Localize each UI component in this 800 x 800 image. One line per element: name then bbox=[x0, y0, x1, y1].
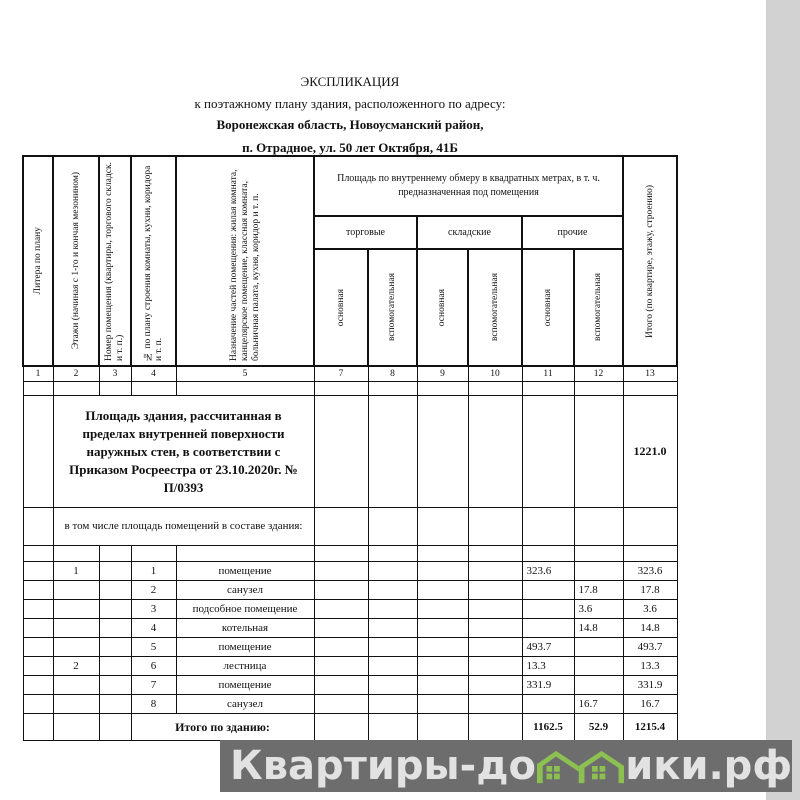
cell-main bbox=[522, 619, 574, 638]
cell-no: 6 bbox=[131, 657, 176, 676]
total-sum: 1215.4 bbox=[623, 714, 677, 741]
total-aux: 52.9 bbox=[574, 714, 623, 741]
table-row bbox=[23, 562, 677, 581]
cell-floor bbox=[53, 695, 99, 714]
cell-empty bbox=[417, 581, 468, 600]
cell-empty bbox=[314, 562, 368, 581]
cell-empty bbox=[23, 638, 53, 657]
col-number: 4 bbox=[131, 366, 176, 382]
table-row bbox=[23, 600, 677, 619]
cell-empty bbox=[468, 600, 522, 619]
cell-empty bbox=[23, 562, 53, 581]
document-title: ЭКСПЛИКАЦИЯ bbox=[300, 74, 400, 89]
cell-aux bbox=[574, 562, 623, 581]
header-trade: торговые bbox=[314, 216, 417, 249]
cell-floor: 1 bbox=[53, 562, 99, 581]
total-label: Итого по зданию: bbox=[131, 714, 314, 741]
col-number: 12 bbox=[574, 366, 623, 382]
cell-empty bbox=[368, 695, 417, 714]
building-area-row bbox=[23, 396, 677, 508]
cell-empty bbox=[99, 581, 131, 600]
header-plan-number: № по плану строения комнаты, кухни, коридора и т. п. bbox=[131, 156, 176, 366]
cell-empty bbox=[314, 619, 368, 638]
cell-name: помещение bbox=[176, 676, 314, 695]
cell-empty bbox=[314, 657, 368, 676]
cell-aux bbox=[574, 657, 623, 676]
table-row bbox=[23, 619, 677, 638]
cell-total: 14.8 bbox=[623, 619, 677, 638]
header-room-number: Номер помещения (квартиры, торгового складск. и т. п.) bbox=[99, 156, 131, 366]
cell-no: 5 bbox=[131, 638, 176, 657]
cell-aux: 14.8 bbox=[574, 619, 623, 638]
building-area-value: 1221.0 bbox=[623, 396, 677, 508]
cell-name: помещение bbox=[176, 638, 314, 657]
table-row bbox=[23, 657, 677, 676]
cell-aux: 3.6 bbox=[574, 600, 623, 619]
cell-empty bbox=[99, 600, 131, 619]
col-number: 2 bbox=[53, 366, 99, 382]
header-other-aux: вспомогательная bbox=[574, 249, 623, 366]
total-main: 1162.5 bbox=[522, 714, 574, 741]
cell-empty bbox=[23, 600, 53, 619]
header-floors: Этажи (начиная с 1-го и кончая мезонином) bbox=[53, 156, 99, 366]
col-number: 5 bbox=[176, 366, 314, 382]
cell-floor bbox=[53, 600, 99, 619]
cell-empty bbox=[99, 657, 131, 676]
header-other-main: основная bbox=[522, 249, 574, 366]
header-storage: складские bbox=[417, 216, 522, 249]
cell-empty bbox=[468, 695, 522, 714]
cell-total: 16.7 bbox=[623, 695, 677, 714]
header-other: прочие bbox=[522, 216, 623, 249]
cell-aux: 17.8 bbox=[574, 581, 623, 600]
cell-no: 4 bbox=[131, 619, 176, 638]
cell-total: 3.6 bbox=[623, 600, 677, 619]
col-number: 8 bbox=[368, 366, 417, 382]
cell-empty bbox=[417, 562, 468, 581]
cell-floor bbox=[53, 581, 99, 600]
cell-empty bbox=[468, 676, 522, 695]
cell-total: 493.7 bbox=[623, 638, 677, 657]
address-line-1: Воронежская область, Новоусманский район, bbox=[216, 117, 484, 132]
cell-name: котельная bbox=[176, 619, 314, 638]
cell-empty bbox=[23, 619, 53, 638]
header-area-group: Площадь по внутреннему обмеру в квадратных метрах, в т. ч. предназначенная под помещения bbox=[314, 156, 623, 216]
cell-empty bbox=[368, 581, 417, 600]
cell-empty bbox=[314, 581, 368, 600]
cell-floor bbox=[53, 676, 99, 695]
cell-empty bbox=[417, 638, 468, 657]
cell-total: 17.8 bbox=[623, 581, 677, 600]
cell-empty bbox=[417, 600, 468, 619]
cell-empty bbox=[99, 695, 131, 714]
col-number: 10 bbox=[468, 366, 522, 382]
header-trade-main: основная bbox=[314, 249, 368, 366]
cell-name: помещение bbox=[176, 562, 314, 581]
cell-empty bbox=[468, 619, 522, 638]
column-numbers-row bbox=[23, 366, 677, 382]
cell-main bbox=[522, 581, 574, 600]
cell-main: 323.6 bbox=[522, 562, 574, 581]
cell-empty bbox=[23, 695, 53, 714]
cell-no: 1 bbox=[131, 562, 176, 581]
cell-empty bbox=[368, 676, 417, 695]
cell-empty bbox=[468, 562, 522, 581]
header-letter: Литера по плану bbox=[23, 156, 53, 366]
cell-main bbox=[522, 695, 574, 714]
cell-main bbox=[522, 600, 574, 619]
cell-empty bbox=[417, 619, 468, 638]
cell-floor: 2 bbox=[53, 657, 99, 676]
cell-no: 8 bbox=[131, 695, 176, 714]
table-row bbox=[23, 581, 677, 600]
col-number: 1 bbox=[23, 366, 53, 382]
cell-empty bbox=[468, 581, 522, 600]
cell-empty bbox=[314, 695, 368, 714]
including-row bbox=[23, 508, 677, 546]
cell-empty bbox=[417, 695, 468, 714]
col-number: 9 bbox=[417, 366, 468, 382]
cell-aux: 16.7 bbox=[574, 695, 623, 714]
cell-total: 331.9 bbox=[623, 676, 677, 695]
col-number: 7 bbox=[314, 366, 368, 382]
cell-empty bbox=[314, 638, 368, 657]
explication-table bbox=[22, 155, 678, 741]
cell-name: санузел bbox=[176, 695, 314, 714]
col-number: 3 bbox=[99, 366, 131, 382]
watermark bbox=[220, 740, 792, 792]
col-number: 11 bbox=[522, 366, 574, 382]
header-storage-aux: вспомогательная bbox=[468, 249, 522, 366]
cell-name: подсобное помещение bbox=[176, 600, 314, 619]
cell-name: санузел bbox=[176, 581, 314, 600]
cell-empty bbox=[468, 638, 522, 657]
blank-row bbox=[23, 382, 677, 396]
header-total: Итого (по квартире, этажу, строению) bbox=[623, 156, 677, 366]
cell-empty bbox=[23, 676, 53, 695]
watermark-text-end: ики.рф bbox=[625, 743, 792, 789]
cell-empty bbox=[368, 562, 417, 581]
cell-empty bbox=[99, 619, 131, 638]
cell-main: 13.3 bbox=[522, 657, 574, 676]
cell-empty bbox=[99, 638, 131, 657]
cell-empty bbox=[99, 676, 131, 695]
cell-no: 7 bbox=[131, 676, 176, 695]
cell-empty bbox=[314, 676, 368, 695]
house-logo-icon bbox=[537, 746, 624, 786]
cell-empty bbox=[417, 676, 468, 695]
cell-empty bbox=[468, 657, 522, 676]
cell-total: 13.3 bbox=[623, 657, 677, 676]
cell-main: 493.7 bbox=[522, 638, 574, 657]
cell-floor bbox=[53, 638, 99, 657]
address-line-2: п. Отрадное, ул. 50 лет Октября, 41Б bbox=[242, 140, 458, 155]
cell-aux bbox=[574, 676, 623, 695]
document-subtitle: к поэтажному плану здания, расположенного по адресу: bbox=[194, 96, 506, 111]
including-text: в том числе площадь помещений в составе здания: bbox=[53, 508, 314, 546]
cell-empty bbox=[417, 657, 468, 676]
cell-empty bbox=[368, 600, 417, 619]
cell-empty bbox=[314, 600, 368, 619]
cell-aux bbox=[574, 638, 623, 657]
cell-no: 2 bbox=[131, 581, 176, 600]
cell-empty bbox=[368, 657, 417, 676]
watermark-text-start: Квартиры-до bbox=[230, 743, 537, 789]
cell-floor bbox=[53, 619, 99, 638]
cell-main: 331.9 bbox=[522, 676, 574, 695]
header-storage-main: основная bbox=[417, 249, 468, 366]
building-area-text: Площадь здания, рассчитанная в пределах внутренней поверхности наружных стен, в соответствии с Приказом Росреестра от 23.10.2020г. № П/0393 bbox=[53, 396, 314, 508]
col-number: 13 bbox=[623, 366, 677, 382]
total-row bbox=[23, 714, 677, 741]
cell-empty bbox=[23, 581, 53, 600]
cell-no: 3 bbox=[131, 600, 176, 619]
cell-name: лестница bbox=[176, 657, 314, 676]
cell-empty bbox=[99, 562, 131, 581]
cell-empty bbox=[23, 657, 53, 676]
header-trade-aux: вспомогательная bbox=[368, 249, 417, 366]
table-row bbox=[23, 676, 677, 695]
cell-empty bbox=[368, 619, 417, 638]
header-purpose: Назначение частей помещения: жилая комната, канцелярское помещение, классная комната, больничная палата, кухня, коридор и т. п. bbox=[176, 156, 314, 366]
cell-total: 323.6 bbox=[623, 562, 677, 581]
table-row bbox=[23, 638, 677, 657]
table-row bbox=[23, 695, 677, 714]
blank-row bbox=[23, 546, 677, 562]
gray-margin bbox=[766, 0, 800, 800]
cell-empty bbox=[368, 638, 417, 657]
